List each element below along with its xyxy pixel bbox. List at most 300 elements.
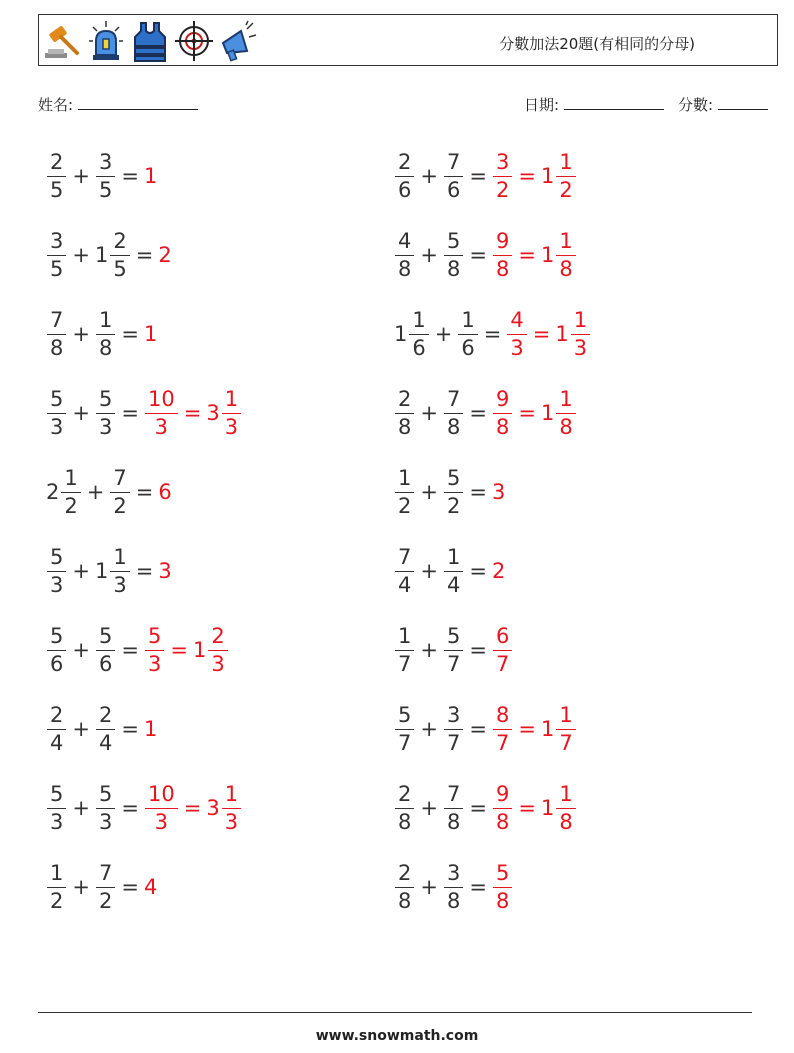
answer xyxy=(144,164,158,188)
numerator: 7 xyxy=(446,386,461,411)
date-label: 日期: xyxy=(524,96,560,114)
denominator: 3 xyxy=(154,809,169,834)
numerator: 3 xyxy=(98,149,113,174)
plus-sign: + xyxy=(72,717,90,741)
equals-sign: = xyxy=(121,164,139,188)
denominator: 8 xyxy=(495,809,510,834)
fraction xyxy=(444,781,463,834)
denominator: 2 xyxy=(446,493,461,518)
equals-sign: = xyxy=(121,322,139,346)
addend-b xyxy=(443,623,464,676)
fraction xyxy=(444,149,463,202)
numerator: 10 xyxy=(147,781,175,806)
plus-sign: + xyxy=(72,559,90,583)
numerator: 3 xyxy=(50,228,64,253)
whole-number: 2 xyxy=(491,559,506,583)
denominator: 3 xyxy=(50,414,64,439)
fraction xyxy=(556,228,575,281)
fraction xyxy=(458,307,477,360)
problem-4 xyxy=(394,225,577,285)
fraction xyxy=(47,781,66,834)
numerator: 1 xyxy=(446,544,461,569)
denominator: 3 xyxy=(113,572,127,597)
whole-number: 4 xyxy=(143,875,158,899)
denominator: 2 xyxy=(398,493,412,518)
answer xyxy=(492,559,506,583)
addend-a xyxy=(46,228,67,281)
numerator: 1 xyxy=(224,781,239,806)
equals-sign: = xyxy=(135,243,154,267)
denominator: 6 xyxy=(461,335,475,360)
numerator: 2 xyxy=(398,149,412,174)
whole-number: 1 xyxy=(143,322,158,346)
denominator: 7 xyxy=(495,730,510,755)
equals-sign: = xyxy=(121,638,139,662)
numerator: 5 xyxy=(398,702,412,727)
whole-number: 1 xyxy=(540,164,555,188)
fraction xyxy=(145,781,178,834)
denominator: 8 xyxy=(559,256,573,281)
fraction xyxy=(409,307,428,360)
denominator: 6 xyxy=(412,335,426,360)
addend-a xyxy=(46,465,82,518)
denominator: 7 xyxy=(446,651,461,676)
problem-5 xyxy=(46,304,158,364)
equals-sign: = xyxy=(469,480,487,504)
denominator: 8 xyxy=(495,888,510,913)
numerator: 5 xyxy=(446,465,461,490)
plus-sign: + xyxy=(420,480,438,504)
equals-sign: = xyxy=(121,717,139,741)
numerator: 7 xyxy=(446,149,461,174)
answer xyxy=(492,228,577,281)
problem-8 xyxy=(394,383,577,443)
answer-part xyxy=(555,307,591,360)
numerator: 5 xyxy=(50,386,64,411)
answer-part xyxy=(540,228,577,281)
problem-18 xyxy=(394,778,577,838)
addend-a xyxy=(46,149,67,202)
problem-20 xyxy=(394,857,513,917)
fraction xyxy=(556,386,575,439)
equals-sign: = xyxy=(183,401,202,425)
fraction xyxy=(96,149,115,202)
fraction xyxy=(444,386,463,439)
fraction xyxy=(47,702,66,755)
fraction xyxy=(395,149,414,202)
fraction xyxy=(47,544,66,597)
addend-a xyxy=(394,544,415,597)
fraction xyxy=(395,702,414,755)
equals-sign: = xyxy=(518,401,536,425)
fraction xyxy=(444,544,463,597)
whole-number: 1 xyxy=(143,717,158,741)
answer-part xyxy=(540,149,577,202)
problem-12 xyxy=(394,541,506,601)
numerator: 1 xyxy=(559,702,573,727)
whole-number: 2 xyxy=(46,480,60,504)
numerator: 5 xyxy=(446,228,461,253)
denominator: 5 xyxy=(50,177,64,202)
denominator: 6 xyxy=(446,177,461,202)
denominator: 4 xyxy=(398,572,412,597)
addend-b xyxy=(95,307,116,360)
numerator: 7 xyxy=(50,307,64,332)
score-field xyxy=(678,94,768,115)
addend-b xyxy=(95,781,116,834)
answer xyxy=(492,623,513,676)
denominator: 3 xyxy=(224,414,239,439)
plus-sign: + xyxy=(86,480,105,504)
denominator: 3 xyxy=(98,414,113,439)
gavel-icon xyxy=(43,19,81,63)
denominator: 4 xyxy=(446,572,461,597)
problem-13 xyxy=(46,620,229,680)
numerator: 1 xyxy=(64,465,78,490)
problem-19 xyxy=(46,857,158,917)
denominator: 8 xyxy=(446,256,461,281)
addend-a xyxy=(46,860,67,913)
worksheet-title: 分數加法20題(有相同的分母) xyxy=(499,35,695,53)
equals-sign: = xyxy=(121,401,139,425)
equals-sign: = xyxy=(469,638,487,662)
denominator: 3 xyxy=(510,335,524,360)
addend-a xyxy=(394,386,415,439)
equals-sign: = xyxy=(518,717,536,741)
answer xyxy=(506,307,591,360)
fraction xyxy=(47,386,66,439)
answer-part xyxy=(144,717,158,741)
numerator: 4 xyxy=(398,228,412,253)
fraction xyxy=(145,386,178,439)
numerator: 2 xyxy=(50,149,64,174)
worksheet-header xyxy=(38,14,778,66)
answer xyxy=(158,480,172,504)
problem-11 xyxy=(46,541,173,601)
addend-b xyxy=(443,702,464,755)
answer-part xyxy=(144,875,158,899)
addend-b xyxy=(94,228,131,281)
header-icons xyxy=(43,19,257,63)
fraction xyxy=(556,781,575,834)
denominator: 2 xyxy=(495,177,510,202)
fraction xyxy=(444,228,463,281)
addend-b xyxy=(443,228,464,281)
numerator: 6 xyxy=(495,623,510,648)
megaphone-icon xyxy=(219,19,257,63)
answer xyxy=(158,243,172,267)
denominator: 3 xyxy=(147,651,162,676)
plus-sign: + xyxy=(420,875,438,899)
numerator: 7 xyxy=(398,544,412,569)
denominator: 8 xyxy=(98,335,113,360)
denominator: 3 xyxy=(573,335,588,360)
numerator: 1 xyxy=(98,307,113,332)
whole-number: 3 xyxy=(206,796,220,820)
fraction xyxy=(556,702,575,755)
denominator: 7 xyxy=(495,651,510,676)
plus-sign: + xyxy=(72,164,90,188)
denominator: 7 xyxy=(398,730,412,755)
answer-part xyxy=(492,860,513,913)
answer xyxy=(492,386,577,439)
addend-b xyxy=(443,781,464,834)
plus-sign: + xyxy=(72,875,90,899)
equals-sign: = xyxy=(518,796,536,820)
denominator: 3 xyxy=(50,809,64,834)
denominator: 2 xyxy=(64,493,78,518)
plus-sign: + xyxy=(434,322,453,346)
fraction xyxy=(110,544,129,597)
numerator: 1 xyxy=(559,228,573,253)
whole-number: 2 xyxy=(158,243,172,267)
denominator: 8 xyxy=(446,888,461,913)
answer-part xyxy=(144,781,179,834)
numerator: 5 xyxy=(147,623,162,648)
addend-a xyxy=(394,149,415,202)
numerator: 1 xyxy=(50,860,64,885)
date-field xyxy=(524,94,664,115)
fraction xyxy=(395,544,414,597)
fraction xyxy=(222,781,241,834)
addend-a xyxy=(394,860,415,913)
whole-number: 3 xyxy=(206,401,220,425)
fraction xyxy=(395,860,414,913)
plus-sign: + xyxy=(420,796,438,820)
equals-sign: = xyxy=(469,717,487,741)
footer-url: www.snowmath.com xyxy=(315,1028,479,1044)
denominator: 4 xyxy=(98,730,113,755)
denominator: 6 xyxy=(398,177,412,202)
denominator: 8 xyxy=(398,888,412,913)
answer-part xyxy=(492,559,506,583)
answer-part xyxy=(206,781,242,834)
fraction xyxy=(507,307,526,360)
answer-part xyxy=(492,149,513,202)
whole-number: 1 xyxy=(540,243,555,267)
addend-b xyxy=(443,149,464,202)
equals-sign: = xyxy=(469,164,487,188)
name-field xyxy=(38,94,198,115)
addend-b xyxy=(457,307,478,360)
answer-part xyxy=(492,480,506,504)
crosshair-icon xyxy=(175,19,213,63)
fraction xyxy=(222,386,241,439)
answer xyxy=(158,559,172,583)
addend-b xyxy=(94,544,131,597)
fraction xyxy=(47,228,66,281)
numerator: 2 xyxy=(211,623,225,648)
numerator: 3 xyxy=(446,860,461,885)
plus-sign: + xyxy=(420,559,438,583)
plus-sign: + xyxy=(72,243,90,267)
answer-part xyxy=(158,480,172,504)
plus-sign: + xyxy=(420,401,438,425)
answer xyxy=(144,875,158,899)
numerator: 5 xyxy=(98,623,113,648)
problem-10 xyxy=(394,462,506,522)
equals-sign: = xyxy=(121,875,139,899)
whole-number: 1 xyxy=(540,717,555,741)
addend-b xyxy=(95,149,116,202)
numerator: 3 xyxy=(495,149,510,174)
fraction xyxy=(395,386,414,439)
vest-icon xyxy=(131,19,169,63)
denominator: 6 xyxy=(50,651,64,676)
numerator: 1 xyxy=(461,307,475,332)
numerator: 5 xyxy=(446,623,461,648)
numerator: 2 xyxy=(398,781,412,806)
answer-part xyxy=(540,386,577,439)
plus-sign: + xyxy=(420,717,438,741)
numerator: 2 xyxy=(98,702,113,727)
denominator: 8 xyxy=(446,809,461,834)
equals-sign: = xyxy=(135,480,154,504)
fraction xyxy=(493,623,512,676)
denominator: 7 xyxy=(559,730,573,755)
denominator: 8 xyxy=(559,414,573,439)
denominator: 7 xyxy=(446,730,461,755)
numerator: 7 xyxy=(98,860,113,885)
numerator: 1 xyxy=(398,623,412,648)
numerator: 1 xyxy=(224,386,239,411)
addend-b xyxy=(443,860,464,913)
numerator: 1 xyxy=(412,307,426,332)
answer xyxy=(492,149,577,202)
problem-17 xyxy=(46,778,242,838)
fraction xyxy=(96,702,115,755)
fraction xyxy=(395,781,414,834)
denominator: 3 xyxy=(50,572,64,597)
plus-sign: + xyxy=(72,401,90,425)
name-blank[interactable] xyxy=(78,95,198,110)
fraction xyxy=(47,860,66,913)
denominator: 2 xyxy=(98,888,113,913)
addend-b xyxy=(443,465,464,518)
whole-number: 6 xyxy=(158,480,172,504)
answer xyxy=(144,322,158,346)
answer-part xyxy=(492,386,513,439)
fraction xyxy=(110,465,129,518)
whole-number: 1 xyxy=(540,796,555,820)
answer-part xyxy=(192,623,229,676)
whole-number: 1 xyxy=(394,322,408,346)
numerator: 7 xyxy=(113,465,127,490)
denominator: 6 xyxy=(98,651,113,676)
denominator: 8 xyxy=(398,256,412,281)
date-blank[interactable] xyxy=(564,95,664,110)
numerator: 5 xyxy=(50,544,64,569)
numerator: 4 xyxy=(510,307,524,332)
fraction xyxy=(493,149,512,202)
equals-sign: = xyxy=(518,164,536,188)
addend-b xyxy=(95,623,116,676)
plus-sign: + xyxy=(72,322,90,346)
denominator: 2 xyxy=(113,493,127,518)
answer xyxy=(492,480,506,504)
answer xyxy=(144,781,242,834)
problem-16 xyxy=(394,699,577,759)
addend-a xyxy=(46,386,67,439)
denominator: 8 xyxy=(50,335,64,360)
fraction xyxy=(96,623,115,676)
fraction xyxy=(96,860,115,913)
equals-sign: = xyxy=(469,875,487,899)
fraction xyxy=(96,386,115,439)
answer-part xyxy=(158,243,172,267)
fraction xyxy=(493,228,512,281)
fraction xyxy=(571,307,590,360)
whole-number: 1 xyxy=(143,164,158,188)
fraction xyxy=(61,465,80,518)
numerator: 7 xyxy=(446,781,461,806)
answer xyxy=(492,781,577,834)
numerator: 10 xyxy=(147,386,175,411)
equals-sign: = xyxy=(183,796,202,820)
answer-part xyxy=(492,702,513,755)
addend-b xyxy=(109,465,130,518)
fraction xyxy=(444,860,463,913)
denominator: 2 xyxy=(50,888,64,913)
siren-icon xyxy=(87,19,125,63)
denominator: 3 xyxy=(154,414,169,439)
plus-sign: + xyxy=(72,638,90,662)
denominator: 8 xyxy=(495,256,510,281)
equals-sign: = xyxy=(135,559,154,583)
plus-sign: + xyxy=(72,796,90,820)
answer-part xyxy=(540,702,577,755)
denominator: 4 xyxy=(50,730,64,755)
score-blank[interactable] xyxy=(718,95,768,110)
numerator: 1 xyxy=(559,149,573,174)
problem-3 xyxy=(46,225,173,285)
answer-part xyxy=(158,559,172,583)
answer xyxy=(492,702,577,755)
numerator: 5 xyxy=(495,860,510,885)
denominator: 8 xyxy=(398,414,412,439)
denominator: 8 xyxy=(446,414,461,439)
problem-15 xyxy=(46,699,158,759)
numerator: 2 xyxy=(398,860,412,885)
numerator: 1 xyxy=(559,386,573,411)
addend-b xyxy=(95,702,116,755)
equals-sign: = xyxy=(483,322,502,346)
denominator: 7 xyxy=(398,651,412,676)
denominator: 5 xyxy=(113,256,127,281)
whole-number: 3 xyxy=(158,559,172,583)
problem-6 xyxy=(394,304,591,364)
score-label: 分數: xyxy=(678,96,714,114)
addend-a xyxy=(46,307,67,360)
fraction xyxy=(47,307,66,360)
fraction xyxy=(395,228,414,281)
denominator: 8 xyxy=(495,414,510,439)
answer xyxy=(492,860,513,913)
numerator: 9 xyxy=(495,781,510,806)
fraction xyxy=(145,623,164,676)
whole-number: 1 xyxy=(94,559,109,583)
plus-sign: + xyxy=(420,638,438,662)
numerator: 5 xyxy=(98,386,113,411)
whole-number: 1 xyxy=(540,401,555,425)
answer xyxy=(144,623,229,676)
equals-sign: = xyxy=(469,796,487,820)
denominator: 5 xyxy=(50,256,64,281)
fraction xyxy=(493,860,512,913)
equals-sign: = xyxy=(469,559,487,583)
answer-part xyxy=(206,386,242,439)
numerator: 9 xyxy=(495,386,510,411)
